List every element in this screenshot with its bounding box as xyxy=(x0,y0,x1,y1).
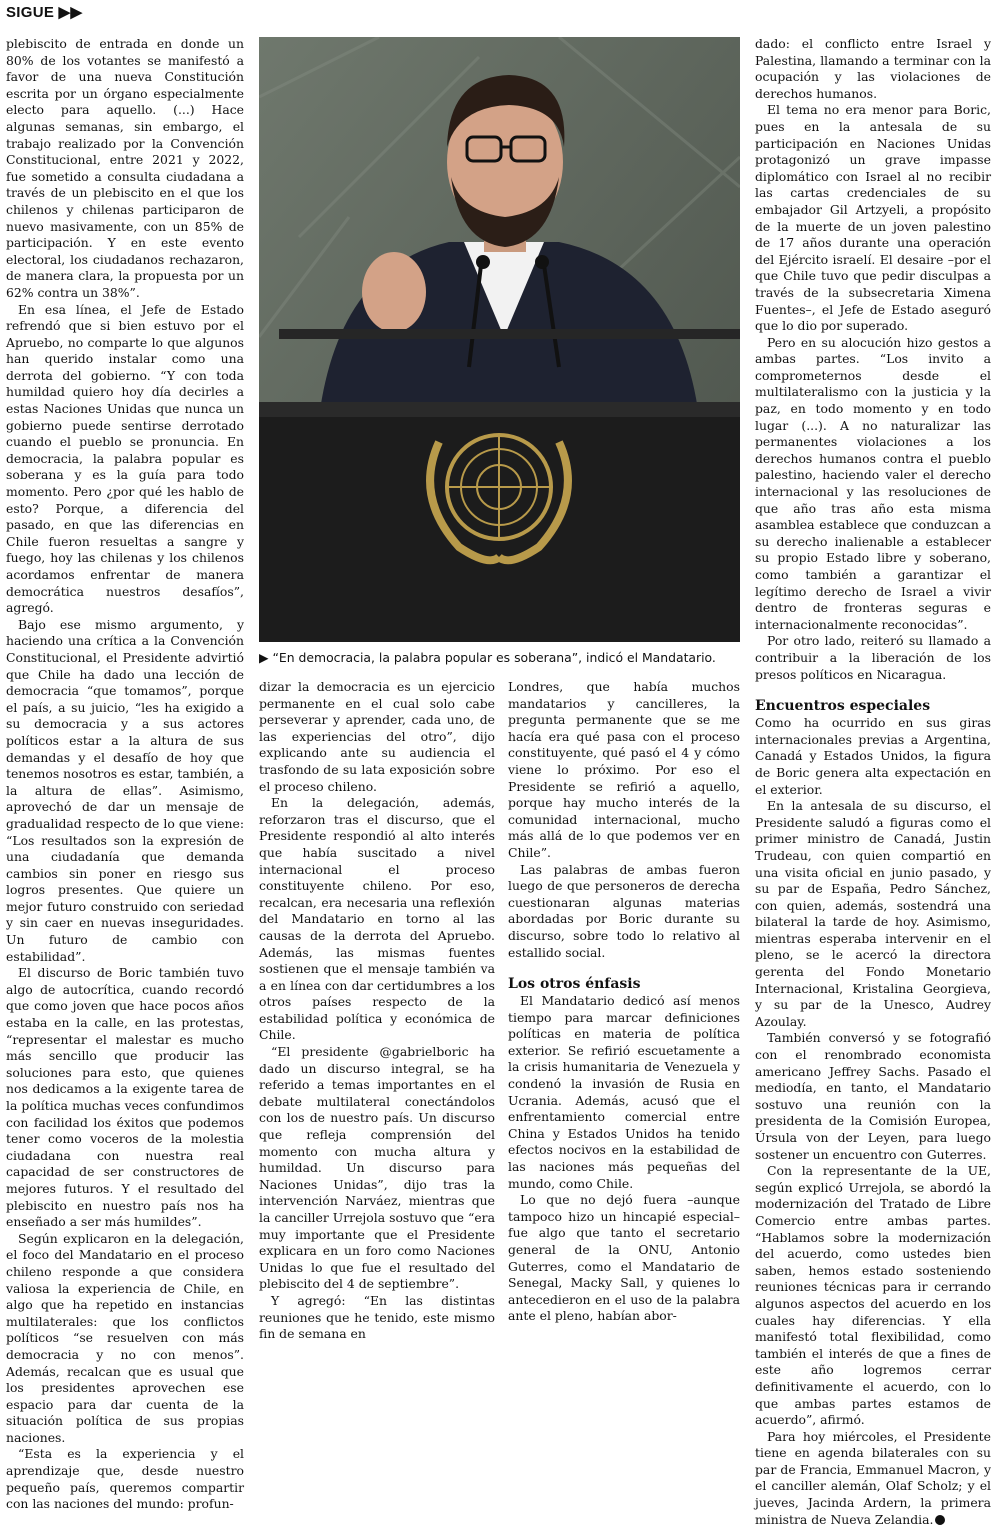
article-column-4 xyxy=(755,36,991,1528)
article-column-1 xyxy=(6,36,244,1513)
end-of-article-icon xyxy=(935,1515,945,1525)
article-column-2 xyxy=(259,679,495,1343)
article-column-3 xyxy=(508,679,740,1325)
paragraph: El discurso de Boric también tuvo algo de autocrítica, cuando recordó que como joven que hace pocos años estaba en la calle, en las protestas, “representar el malestar es mucho más sencillo que producir las soluciones para esto, que quienes nos dedicamos a la exigente tarea de la política muchas veces confundimos con facilidad los éxitos que podemos tener como voceros de la molestia ciudadana con nuestra real capacidad de ser constructores de mejores futuros. Y el resultado del plebiscito en nuestro país nos ha enseñado a ser más humildes”. xyxy=(6,965,244,1230)
paragraph: Según explicaron en la delegación, el foco del Mandatario en el proceso chileno responde a que considera valiosa la experiencia de Chile, en algo que ha repetido en instancias multilaterales: que los conflictos políticos “se resuelven con más democracia y no con menos”. Además, recalcan que es usual que los presidentes aprovechen ese espacio para dar cuenta de la situación política de sus propias naciones. xyxy=(6,1230,244,1445)
paragraph: El tema no era menor para Boric, pues en la antesala de su participación en Naciones Unidas protagonizó un grave impasse diplomático con Israel al no recibir las cartas credenciales de su embajador Gil Artzyeli, a propósito de la muerte de un joven palestino de 17 años durante una operación del Ejército israelí. El desaire –por el que Chile tuvo que pedir disculpas a través de la subsecretaria Ximena Fuentes–, el Jefe de Estado aseguró que lo dio por superado. xyxy=(755,102,991,334)
paragraph: También conversó y se fotografió con el renombrado economista americano Jeffrey Sachs. Pasado el mediodía, en tanto, el Mandatario sostuvo una reunión con la presidenta de la Comisión Europea, Úrsula von der Leyen, para luego sostener un encuentro con Guterres. xyxy=(755,1030,991,1162)
paragraph: dizar la democracia es un ejercicio permanente en el cual solo cabe perseverar y aprender, cada uno, de las experiencias del otro”, dijo explicando ante su audiencia el trasfondo de su lata exposición sobre el proceso chileno. xyxy=(259,679,495,794)
paragraph: Como ha ocurrido en sus giras internacionales previas a Argentina, Canadá y Estados Unidos, la figura de Boric genera alta expectación en el exterior. xyxy=(755,715,991,797)
paragraph: En la delegación, además, reforzaron tras el discurso, que el Presidente respondió al alto interés que había suscitado a nivel internacional el proceso constituyente chileno. Por eso, recalcan, era necesaria una reflexión del Mandatario en torno al las causas de la derrota del Apruebo. Además, las mismas fuentes sostienen que el mensaje también va a en línea con dar certidumbres a los otros países respecto de la estabilidad política y económica de Chile. xyxy=(259,795,495,1043)
paragraph: plebiscito de entrada en donde un 80% de los votantes se manifestó a favor de una nueva Constitución escrita por un órgano especialmente electo para aquello. (...) Hace algunas semanas, sin embargo, el trabajo realizado por la Convención Constitucional, entre 2021 y 2022, fue sometido a consulta ciudadana a través de un plebiscito en el que los chilenos y chilenas participaron de nuevo masivamente, con un 85% de participación. Y en este evento electoral, los ciudadanos rechazaron, de manera clara, la propuesta por un 62% contra un 38%”. xyxy=(6,36,244,300)
subheading: Encuentros especiales xyxy=(755,698,931,715)
final-paragraph-text: Para hoy miércoles, el Presidente tiene en agenda bilaterales con su par de Francia, Emmanuel Macron, y el canciller alemán, Olaf Scholz; y el jueves, Jacinda Ardern, la primera ministra de Nueva Zelandia. xyxy=(755,1428,991,1527)
paragraph: Y agregó: “En las distintas reuniones que he tenido, este mismo fin de semana en xyxy=(259,1292,495,1342)
paragraph: Pero en su alocución hizo gestos a ambas partes. “Los invito a comprometernos desde el multilateralismo con la justicia y la paz, en todo momento y en todo lugar (...). A no naturalizar las permanentes violaciones a los derechos humanos contra el pueblo palestino, haciendo valer el derecho internacional y las resoluciones de que año tras año esta misma asamblea establece que conduzcan a su derecho inalienable a establecer su propio Estado libre y soberano, como también a garantizar el legítimo derecho de Israel a vivir dentro de fronteras seguras e internacionalmente reconocidas”. xyxy=(755,334,991,632)
section-marker: SIGUE ▶▶ xyxy=(6,4,83,21)
paragraph: Bajo ese mismo argumento, y haciendo una crítica a la Convención Constitucional, el Presidente advirtió que Chile ha dado una lección de democracia “que tomamos”, porque el país, a su juicio, “les ha exigido a su democracia y a sus actores políticos estar a la altura de sus demandas y el desafío de hoy que tenemos nosotros es estar, también, a la altura de ellas”. Asimismo, aprovechó de dar un mensaje de gradualidad respecto de lo que viene: “Los resultados son la expresión de una ciudadanía que demanda cambios sin poner en riesgo sus logros presentes. Que quiere un mejor futuro construido con seriedad y sin caer en nuevas inseguridades. Un futuro de cambio con estabilidad”. xyxy=(6,616,244,964)
paragraph-final xyxy=(755,1429,991,1528)
paragraph: Londres, que había muchos mandatarios y cancilleres, la pregunta permanente que se me hacía era qué pasa con el proceso constituyente, qué pasó el 4 y cómo viene lo próximo. Por eso el Presidente se refirió a aquello, porque hay mucho interés de la comunidad internacional, mucho más allá de lo que podemos ver en Chile”. xyxy=(508,679,740,860)
paragraph: El Mandatario dedicó así menos tiempo para marcar definiciones políticas en materia de política exterior. Se refirió escuetamente a la crisis humanitaria de Venezuela y condenó la invasión de Rusia en Ucrania. Además, acusó que el enfrentamiento comercial entre China y Estados Unidos ha tenido efectos nocivos en la estabilidad de las naciones más pequeñas del mundo, como Chile. xyxy=(508,993,740,1191)
speaker-photo xyxy=(259,37,740,642)
paragraph: “El presidente @gabrielboric ha dado un discurso integral, se ha referido a temas importantes en el debate multilateral conectándolos con los de nuestro país. Un discurso que refleja comprensión del momento con mucha altura y humildad. Un discurso para Naciones Unidas”, dijo tras la intervención Narváez, mientras que la canciller Urrejola sostuvo que “era muy importante que el Presidente explicara en un foro como Naciones Unidas lo que fue el resultado del plebiscito del 4 de septiembre”. xyxy=(259,1044,495,1292)
photo-illustration xyxy=(259,37,740,642)
paragraph: Con la representante de la UE, según explicó Urrejola, se abordó la modernización del Tratado de Libre Comercio entre ambas partes. “Hablamos sobre la modernización del acuerdo, como ustedes bien saben, hemos estado sosteniendo reuniones técnicas para ir cerrando algunos aspectos del acuerdo en los cuales hay diferencias. Y ella manifestó total flexibilidad, como también el interés de que a fines de este año logremos cerrar definitivamente el acuerdo, con lo que ambas partes estamos de acuerdo”, afirmó. xyxy=(755,1163,991,1428)
photo-caption: ▶ “En democracia, la palabra popular es soberana”, indicó el Mandatario. xyxy=(259,650,716,665)
paragraph: Las palabras de ambas fueron luego de que personeros de derecha cuestionaran algunas materias abordadas por Boric durante su discurso, sobre todo lo relativo al estallido social. xyxy=(508,861,740,960)
paragraph: Lo que no dejó fuera –aunque tampoco hizo un hincapié especial– fue algo que tanto el secretario general de la ONU, Antonio Guterres, como el Mandatario de Senegal, Macky Sall, y quienes lo antecedieron en el uso de la palabra ante el pleno, habían abor- xyxy=(508,1192,740,1324)
paragraph: En esa línea, el Jefe de Estado refrendó que si bien estuvo por el Apruebo, no comparte lo que algunos han querido instalar como una derrota del gobierno. “Y con toda humildad quiero hoy día decirles a estas Naciones Unidas que nunca un gobierno puede sentirse derrotado cuando el pueblo se pronuncia. En democracia, la palabra popular es soberana y es la guía para todo momento. Pero ¿por qué les hablo de esto? Porque, a diferencia del pasado, en que las diferencias en Chile fueron resueltas a sangre y fuego, hoy las chilenas y los chilenos acordamos enfrentar de manera democrática nuestros desafíos”, agregó. xyxy=(6,301,244,616)
subheading: Los otros énfasis xyxy=(508,976,641,993)
paragraph: “Esta es la experiencia y el aprendizaje que, desde nuestro pequeño país, queremos compartir con las naciones del mundo: profun- xyxy=(6,1446,244,1512)
paragraph: Por otro lado, reiteró su llamado a contribuir a la liberación de los presos políticos en Nicaragua. xyxy=(755,633,991,682)
paragraph: En la antesala de su discurso, el Presidente saludó a figuras como el primer ministro de Canadá, Justin Trudeau, con quien compartió en una visita oficial en junio pasado, y su par de España, Pedro Sánchez, con quien, además, sostendrá una bilateral la tarde de hoy. Asimismo, mientras esperaba intervenir en el pleno, se le acercó la directora gerenta del Fondo Monetario Internacional, Kristalina Georgieva, y su par de la Unesco, Audrey Azoulay. xyxy=(755,798,991,1029)
paragraph: dado: el conflicto entre Israel y Palestina, llamando a terminar con la ocupación y las violaciones de derechos humanos. xyxy=(755,36,991,101)
